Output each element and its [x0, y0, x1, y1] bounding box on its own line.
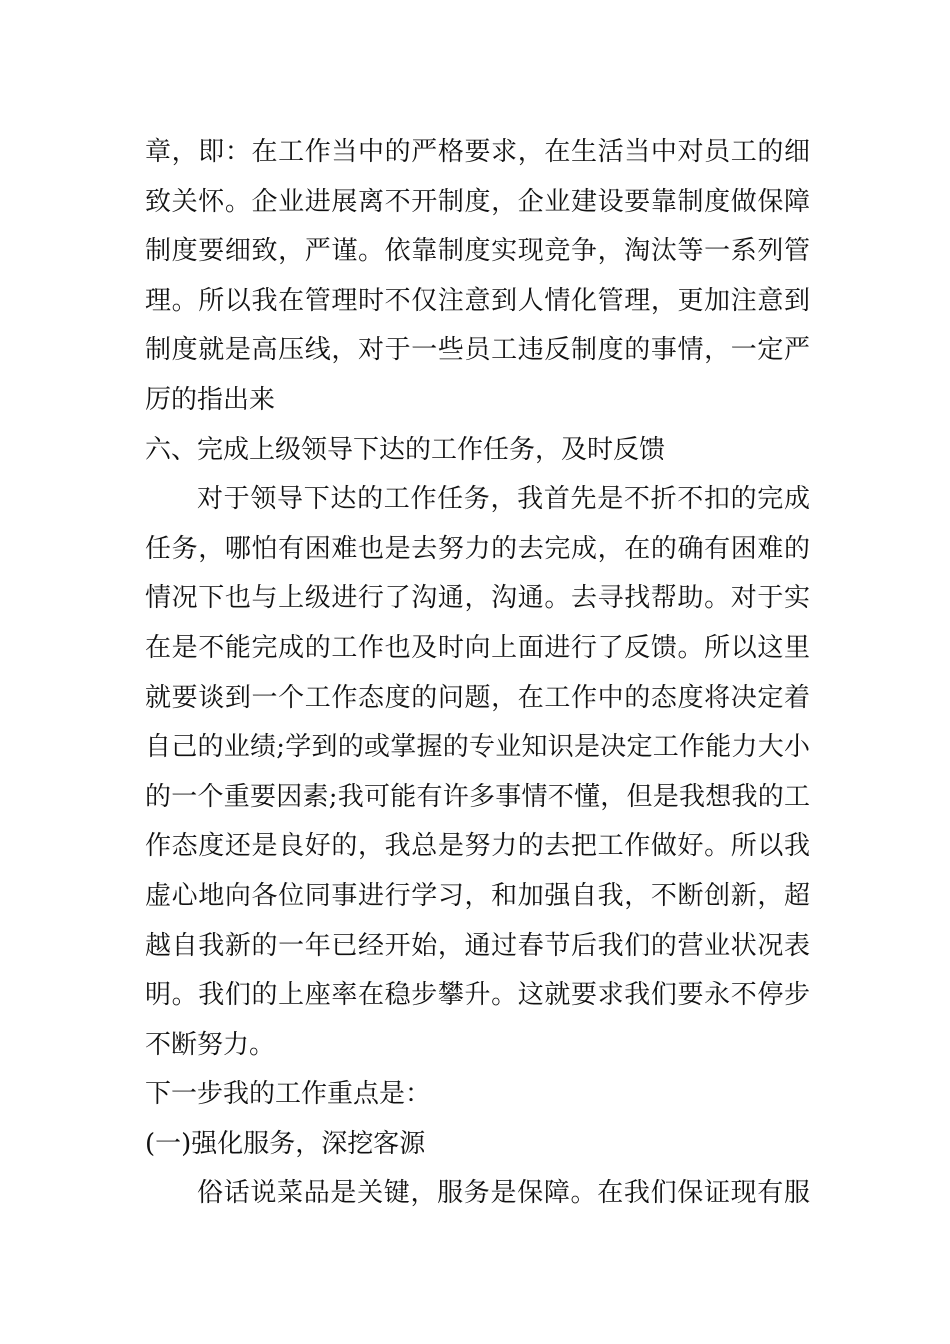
text-line: 致关怀。企业进展离不开制度，企业建设要靠制度做保障 [145, 186, 810, 217]
text-line: 制度要细致，严谨。依靠制度实现竞争，淘汰等一系列管 [145, 236, 810, 267]
text-line: 在是不能完成的工作也及时向上面进行了反馈。所以这里 [145, 632, 810, 663]
paragraph-work-tasks [145, 475, 810, 1070]
text-line: 俗话说菜品是关键，服务是保障。在我们保证现有服 [197, 1178, 810, 1209]
text-line: 情况下也与上级进行了沟通，沟通。去寻找帮助。对于实 [145, 583, 810, 614]
text-line: 的一个重要因素;我可能有许多事情不懂，但是我想我的工 [145, 781, 810, 812]
text-line: 自己的业绩;学到的或掌握的专业知识是决定工作能力大小 [145, 732, 810, 763]
text-line: 厉的指出来 [145, 384, 276, 415]
text-line: 不断努力。 [145, 1029, 276, 1060]
text-line: 就要谈到一个工作态度的问题，在工作中的态度将决定着 [145, 682, 810, 713]
text-line: 任务，哪怕有困难也是去努力的去完成，在的确有困难的 [145, 533, 810, 564]
paragraph-system-management [145, 128, 810, 426]
text-line: 制度就是高压线，对于一些员工违反制度的事情，一定严 [145, 335, 810, 366]
heading-text: 六、完成上级领导下达的工作任务，及时反馈 [145, 434, 666, 465]
section-heading-six [145, 426, 810, 476]
text-line: 对于领导下达的工作任务，我首先是不折不扣的完成 [197, 484, 810, 515]
subheading-text: (一)强化服务，深挖客源 [145, 1128, 426, 1159]
text-line: 作态度还是良好的，我总是努力的去把工作做好。所以我 [145, 831, 810, 862]
paragraph-next-steps [145, 1070, 810, 1120]
text-line: 虚心地向各位同事进行学习，和加强自我，不断创新，超 [145, 880, 810, 911]
text-line: 理。所以我在管理时不仅注意到人情化管理，更加注意到 [145, 285, 810, 316]
text-line: 下一步我的工作重点是： [145, 1079, 432, 1110]
document-body [145, 128, 810, 1219]
text-line: 章，即：在工作当中的严格要求，在生活当中对员工的细 [145, 137, 810, 167]
subheading-strengthen-service [145, 1120, 810, 1170]
text-line: 越自我新的一年已经开始，通过春节后我们的营业状况表 [145, 930, 810, 961]
text-line: 明。我们的上座率在稳步攀升。这就要求我们要永不停步 [145, 980, 810, 1011]
paragraph-service-guarantee [145, 1169, 810, 1219]
